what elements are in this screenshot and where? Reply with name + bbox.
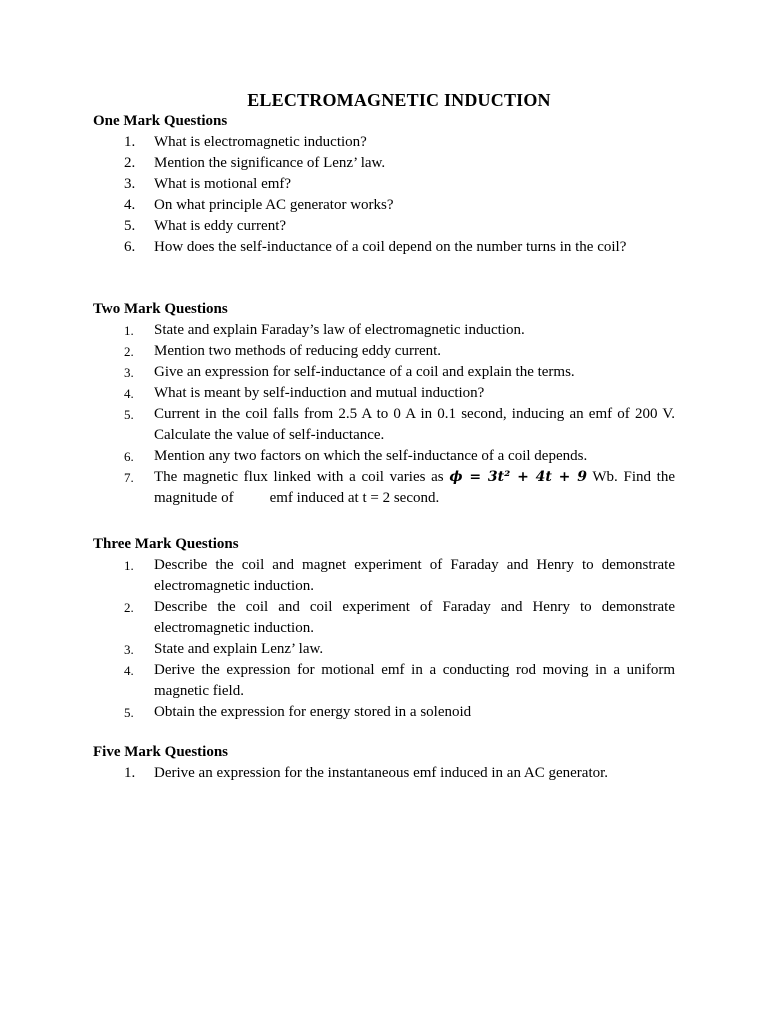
question-number: 4. — [124, 386, 134, 401]
question-text-end: emf induced at t = 2 second. — [269, 490, 440, 506]
question-item — [93, 660, 675, 702]
question-number: 1. — [124, 765, 136, 781]
question-number: 2. — [124, 600, 134, 615]
question-item — [93, 174, 675, 195]
question-item — [93, 362, 675, 383]
question-text: What is motional emf? — [154, 176, 292, 192]
question-item — [93, 132, 675, 153]
question-item — [93, 383, 675, 404]
flux-formula: ϕ = 3t² + 4t + 9 — [449, 469, 587, 485]
question-item — [93, 763, 675, 784]
question-number: 1. — [124, 134, 136, 150]
question-number: 2. — [124, 155, 136, 171]
section-heading: Three Mark Questions — [93, 536, 239, 552]
question-number: 6. — [124, 239, 136, 255]
question-number: 1. — [124, 558, 134, 573]
question-text: How does the self-inductance of a coil depend on the number turns in the coil? — [154, 239, 627, 255]
question-text-before: The magnetic flux linked with a coil varies as — [154, 469, 444, 485]
question-number: 5. — [124, 218, 136, 234]
section-one-mark — [93, 111, 675, 258]
question-text: Current in the coil falls from 2.5 A to 0 A in 0.1 second, inducing an emf of 200 V. Calculate the value of self-inductance. — [154, 406, 675, 443]
question-number: 2. — [124, 344, 134, 359]
question-number: 6. — [124, 449, 134, 464]
question-number: 5. — [124, 705, 134, 720]
question-text: What is meant by self-induction and mutual induction? — [154, 385, 485, 401]
question-text: Derive an expression for the instantaneous emf induced in an AC generator. — [154, 765, 609, 781]
question-item — [93, 555, 675, 597]
question-text: Mention two methods of reducing eddy current. — [154, 343, 442, 359]
question-number: 4. — [124, 663, 134, 678]
question-text: State and explain Faraday’s law of electromagnetic induction. — [154, 322, 525, 338]
question-text-after: Wb. Find the magnitude of — [154, 469, 676, 506]
question-item — [93, 216, 675, 237]
question-item — [93, 467, 675, 509]
section-two-mark — [93, 299, 675, 509]
question-text: Give an expression for self-inductance of a coil and explain the terms. — [154, 364, 575, 380]
question-item — [93, 597, 675, 639]
question-text: State and explain Lenz’ law. — [154, 641, 324, 657]
question-text: Obtain the expression for energy stored in a solenoid — [154, 704, 472, 720]
question-item — [93, 195, 675, 216]
section-three-mark — [93, 534, 675, 723]
question-text: On what principle AC generator works? — [154, 197, 394, 213]
question-number: 4. — [124, 197, 136, 213]
question-item — [93, 320, 675, 341]
question-text: Describe the coil and coil experiment of Faraday and Henry to demonstrate electromagnetic induction. — [154, 599, 675, 636]
question-text: Mention the significance of Lenz’ law. — [154, 155, 386, 171]
question-text: Mention any two factors on which the self-inductance of a coil depends. — [154, 448, 588, 464]
question-number: 3. — [124, 365, 134, 380]
question-text: Derive the expression for motional emf in a conducting rod moving in a uniform magnetic field. — [154, 662, 675, 699]
question-item — [93, 404, 675, 446]
question-item — [93, 341, 675, 362]
question-number: 5. — [124, 407, 134, 422]
question-number: 7. — [124, 470, 134, 485]
question-item — [93, 702, 675, 723]
question-number: 1. — [124, 323, 134, 338]
question-item — [93, 639, 675, 660]
question-text: What is electromagnetic induction? — [154, 134, 367, 150]
question-item — [93, 153, 675, 174]
section-heading: Two Mark Questions — [93, 301, 228, 317]
page-title: ELECTROMAGNETIC INDUCTION — [247, 90, 551, 110]
section-five-mark — [93, 742, 675, 784]
question-number: 3. — [124, 642, 134, 657]
question-number: 3. — [124, 176, 136, 192]
question-item — [93, 237, 675, 258]
question-text: Describe the coil and magnet experiment of Faraday and Henry to demonstrate electromagnetic induction. — [154, 557, 675, 594]
question-item — [93, 446, 675, 467]
section-heading: Five Mark Questions — [93, 744, 228, 760]
question-text: What is eddy current? — [154, 218, 287, 234]
section-heading: One Mark Questions — [93, 113, 228, 129]
